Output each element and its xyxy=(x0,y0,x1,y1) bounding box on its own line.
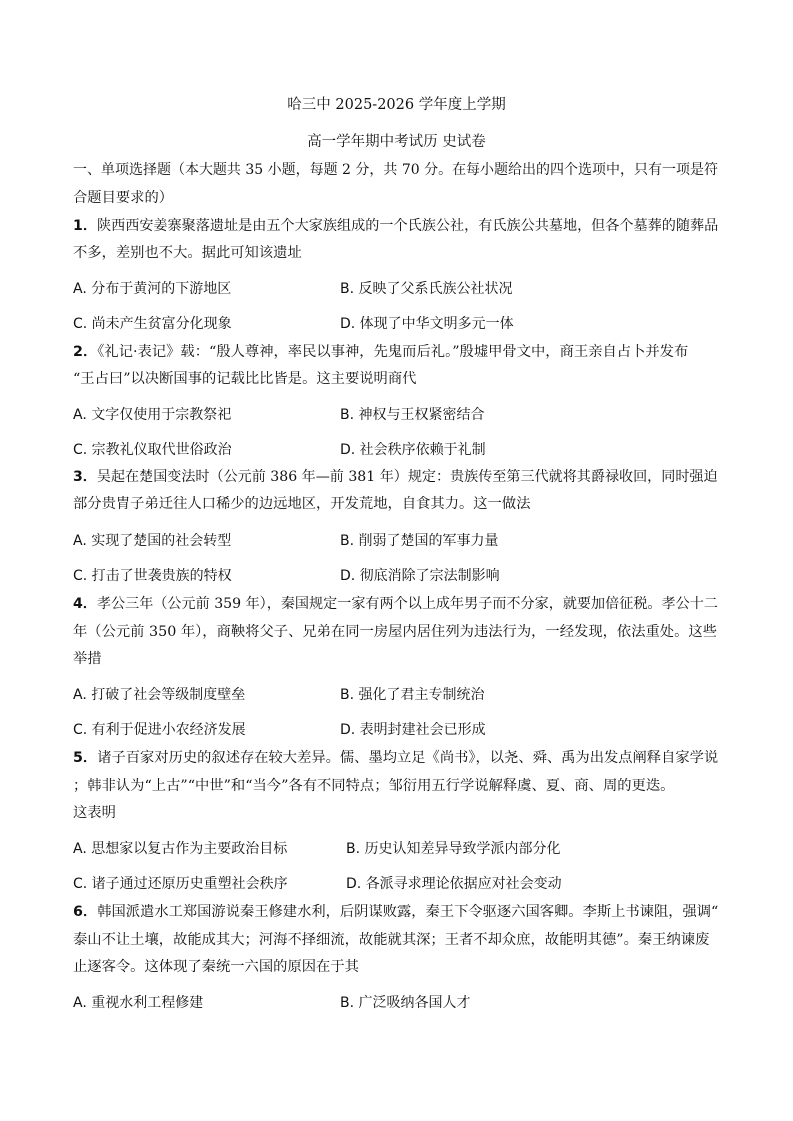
question-5-stem-line-3: 这表明 xyxy=(73,805,116,821)
question-4-option-a[interactable]: A. 打破了社会等级制度壁垒 xyxy=(73,687,246,703)
question-1-number: 1． xyxy=(73,218,97,234)
question-4-stem-line-3: 举措 xyxy=(73,651,102,667)
question-3-option-d[interactable]: D. 彻底消除了宗法制影响 xyxy=(340,568,500,584)
question-1-stem-line-1: 1．陕西西安姜寨聚落遗址是由五个大家族组成的一个氏族公社，有氏族公共墓地，但各个墓葬的随葬品 xyxy=(73,218,719,234)
section-instruction-line-2: 合题目要求的） xyxy=(73,190,174,206)
question-4-number: 4． xyxy=(73,596,97,612)
question-6-number: 6． xyxy=(73,904,98,920)
question-1-option-d[interactable]: D. 体现了中华文明多元一体 xyxy=(340,316,514,332)
question-1-stem-line-2: 不多，差别也不大。据此可知该遗址 xyxy=(73,245,302,261)
question-1-option-b[interactable]: B. 反映了父系氏族公社状况 xyxy=(340,281,513,297)
question-5-option-a[interactable]: A. 思想家以复古作为主要政治目标 xyxy=(73,841,288,857)
exam-school-line: 哈三中 2025-2026 学年度上学期 xyxy=(287,97,506,113)
question-5-option-d[interactable]: D. 各派寻求理论依据应对社会变动 xyxy=(346,876,562,892)
section-instruction-line-1: 一、单项选择题（本大题共 35 小题，每题 2 分，共 70 分。在每小题给出的四个选项中，只有一项是符 xyxy=(73,162,718,178)
question-5-stem-line-2: ；韩非认为“上古”“中世”和“当今”各有不同特点；邹衍用五行学说解释虞、夏、商、周的更迭。 xyxy=(73,778,675,794)
question-4-option-b[interactable]: B. 强化了君主专制统治 xyxy=(340,687,485,703)
question-6-stem-line-2: 泰山不让土壤，故能成其大；河海不择细流，故能就其深；王者不却众庶，故能明其德”。秦王纳谏废 xyxy=(73,932,710,948)
question-1-option-c[interactable]: C. 尚未产生贫富分化现象 xyxy=(73,316,232,332)
question-3-stem-line-1: 3．吴起在楚国变法时（公元前 386 年—前 381 年）规定：贵族传至第三代就将其爵禄收回，同时强迫 xyxy=(73,469,718,485)
question-4-stem-line-2: 年（公元前 350 年），商鞅将父子、兄弟在同一房屋内居住列为违法行为，一经发现，依法重处。这些 xyxy=(73,624,717,640)
question-5-option-c[interactable]: C. 诸子通过还原历史重塑社会秩序 xyxy=(73,876,288,892)
question-6-option-b[interactable]: B. 广泛吸纳各国人才 xyxy=(340,995,471,1011)
question-3-option-c[interactable]: C. 打击了世袭贵族的特权 xyxy=(73,568,232,584)
question-6-option-a[interactable]: A. 重视水利工程修建 xyxy=(73,995,204,1011)
question-2-option-c[interactable]: C. 宗教礼仪取代世俗政治 xyxy=(73,442,232,458)
question-3-stem-line-2: 部分贵胄子弟迁往人口稀少的边远地区，开发荒地，自食其力。这一做法 xyxy=(73,496,531,512)
question-6-stem-line-3: 止逐客令。这体现了秦统一六国的原因在于其 xyxy=(73,959,359,975)
exam-title: 高一学年期中考试历 史试卷 xyxy=(307,134,486,150)
question-5-stem-line-1: 5．诸子百家对历史的叙述存在较大差异。儒、墨均立足《尚书》，以尧、舜、禹为出发点阐释自家学说 xyxy=(73,750,719,766)
question-2-stem-line-2: “王占曰”以决断国事的记载比比皆是。这主要说明商代 xyxy=(73,371,417,387)
question-1-option-a[interactable]: A. 分布于黄河的下游地区 xyxy=(73,281,232,297)
question-3-option-b[interactable]: B. 削弱了楚国的军事力量 xyxy=(340,533,499,549)
question-2-option-a[interactable]: A. 文字仅使用于宗教祭祀 xyxy=(73,407,232,423)
question-4-stem-line-1: 4．孝公三年（公元前 359 年），秦国规定一家有两个以上成年男子而不分家，就要加倍征税。孝公十二 xyxy=(73,596,718,612)
question-2-number: 2． xyxy=(73,344,98,360)
question-6-stem-line-1: 6．韩国派遣水工郑国游说秦王修建水利，后阴谋败露，秦王下令驱逐六国客卿。李斯上书谏阻，强调“ xyxy=(73,904,719,920)
question-3-number: 3． xyxy=(73,469,97,485)
question-5-option-b[interactable]: B. 历史认知差异导致学派内部分化 xyxy=(346,841,561,857)
question-2-option-d[interactable]: D. 社会秩序依赖于礼制 xyxy=(340,442,486,458)
question-5-number: 5． xyxy=(73,750,98,766)
question-2-stem-line-1: 2．《礼记·表记》载：“殷人尊神，率民以事神，先鬼而后礼。”殷墟甲骨文中，商王亲自占卜并发布 xyxy=(73,344,689,360)
question-3-option-a[interactable]: A. 实现了楚国的社会转型 xyxy=(73,533,232,549)
question-2-option-b[interactable]: B. 神权与王权紧密结合 xyxy=(340,407,485,423)
question-4-option-c[interactable]: C. 有利于促进小农经济发展 xyxy=(73,722,246,738)
question-4-option-d[interactable]: D. 表明封建社会已形成 xyxy=(340,722,486,738)
